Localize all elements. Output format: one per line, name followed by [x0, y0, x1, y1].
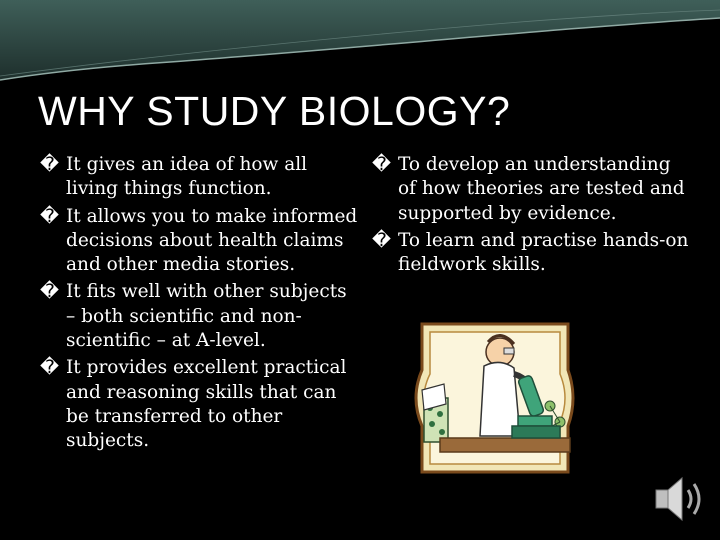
scientist-microscope-clipart [400, 318, 590, 478]
bullet-item [40, 356, 358, 453]
speaker-icon[interactable] [652, 474, 708, 524]
bullet-text: To develop an understanding of how theories are tested and supported by evidence. [398, 154, 685, 224]
bullet-item [372, 229, 692, 278]
bullet-glyph: � [372, 229, 391, 251]
bullet-text: It allows you to make informed decisions about health claims and other media stories. [66, 205, 358, 276]
left-bullet-list [40, 153, 358, 457]
slide-title: WHY STUDY BIOLOGY? [38, 88, 511, 134]
bullet-item [372, 153, 692, 226]
bullet-text: To learn and practise hands-on fieldwork skills. [398, 229, 689, 276]
bullet-item [40, 153, 358, 202]
right-bullet-list [372, 153, 692, 280]
bullet-item [40, 280, 358, 353]
bullet-glyph: � [40, 154, 59, 175]
bullet-text: It gives an idea of how all living things function. [66, 154, 308, 200]
bullet-glyph: � [40, 205, 59, 227]
bullet-glyph: � [40, 357, 59, 379]
bullet-glyph: � [372, 154, 391, 175]
bullet-item [40, 205, 358, 278]
bullet-text: It provides excellent practical and reasoning skills that can be transferred to other subjects. [66, 357, 347, 452]
bullet-glyph: � [40, 281, 59, 303]
bullet-text: It fits well with other subjects – both scientific and non-scientific – at A-level. [66, 281, 347, 352]
header-band [0, 0, 720, 86]
